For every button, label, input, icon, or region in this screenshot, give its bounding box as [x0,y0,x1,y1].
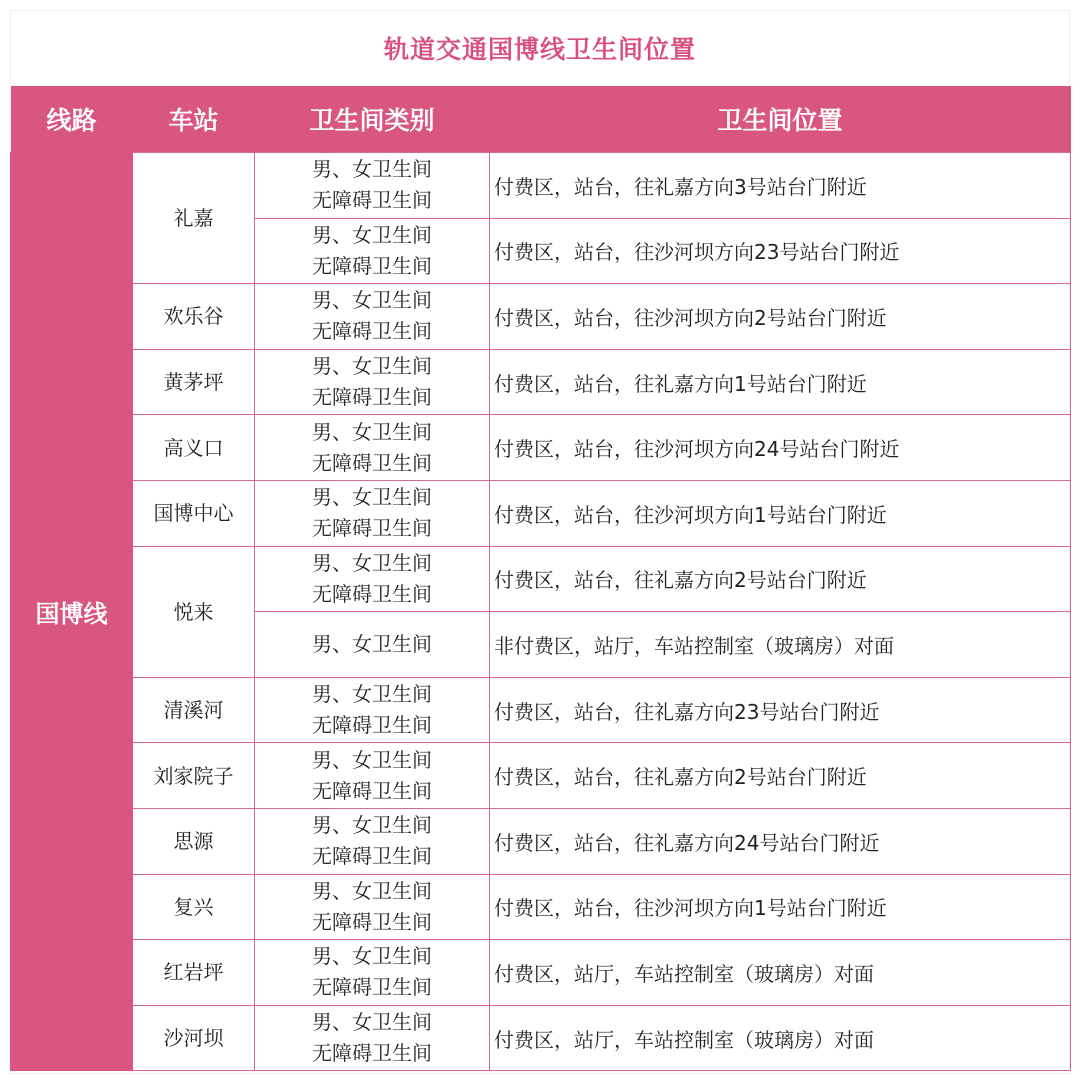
type-line-2: 无障碍卫生间 [312,385,432,410]
table-row [11,415,1071,481]
toilet-location-cell: 付费区，站台，往沙河坝方向1号站台门附近 [490,874,1071,940]
toilet-type-cell [255,612,490,678]
type-line-1: 男、女卫生间 [312,878,432,903]
type-line-2: 无障碍卫生间 [312,581,432,606]
toilet-location-cell: 付费区，站台，往礼嘉方向2号站台门附近 [490,743,1071,809]
table-row [11,677,1071,743]
type-line-2: 无障碍卫生间 [312,844,432,869]
table-row [11,284,1071,350]
toilet-type-cell [255,153,490,219]
header-line: 线路 [11,86,133,153]
table-row [11,1005,1071,1071]
table-header-row [11,86,1071,153]
toilet-location-cell: 付费区，站台，往礼嘉方向3号站台门附近 [490,153,1071,219]
type-line-1: 男、女卫生间 [312,944,432,969]
type-line-2: 无障碍卫生间 [312,516,432,541]
line-name-cell: 国博线 [11,153,133,1071]
type-line-1: 男、女卫生间 [312,747,432,772]
table-row [11,940,1071,1006]
header-toilet-location: 卫生间位置 [490,86,1071,153]
type-line-2: 无障碍卫生间 [312,319,432,344]
type-line-1: 男、女卫生间 [312,288,432,313]
station-cell: 欢乐谷 [133,284,255,350]
type-line-1: 男、女卫生间 [312,354,432,379]
header-toilet-type: 卫生间类别 [255,86,490,153]
station-cell: 红岩坪 [133,940,255,1006]
table-row [11,480,1071,546]
station-cell: 高义口 [133,415,255,481]
type-line-1: 男、女卫生间 [312,813,432,838]
toilet-type-cell [255,546,490,612]
toilet-type-cell [255,218,490,284]
table-row [11,349,1071,415]
toilet-location-cell: 付费区，站台，往沙河坝方向2号站台门附近 [490,284,1071,350]
toilet-type-cell [255,874,490,940]
type-line-2: 无障碍卫生间 [312,188,432,213]
type-line-2: 无障碍卫生间 [312,713,432,738]
toilet-location-cell: 付费区，站台，往礼嘉方向2号站台门附近 [490,546,1071,612]
toilet-location-cell: 付费区，站台，往沙河坝方向1号站台门附近 [490,480,1071,546]
type-line-2: 无障碍卫生间 [312,1041,432,1066]
type-line-2: 无障碍卫生间 [312,975,432,1000]
type-line-1: 男、女卫生间 [312,631,432,656]
type-line-1: 男、女卫生间 [312,157,432,182]
toilet-location-table [10,86,1071,1071]
station-cell: 刘家院子 [133,743,255,809]
toilet-location-cell: 非付费区，站厅，车站控制室（玻璃房）对面 [490,612,1071,678]
type-line-2: 无障碍卫生间 [312,909,432,934]
type-line-1: 男、女卫生间 [312,222,432,247]
station-cell: 清溪河 [133,677,255,743]
toilet-location-cell: 付费区，站厅，车站控制室（玻璃房）对面 [490,1005,1071,1071]
toilet-location-cell: 付费区，站台，往礼嘉方向23号站台门附近 [490,677,1071,743]
toilet-type-cell [255,940,490,1006]
toilet-location-cell: 付费区，站台，往礼嘉方向1号站台门附近 [490,349,1071,415]
toilet-location-cell: 付费区，站厅，车站控制室（玻璃房）对面 [490,940,1071,1006]
table-row [11,153,1071,219]
toilet-type-cell [255,284,490,350]
type-line-1: 男、女卫生间 [312,1010,432,1035]
toilet-type-cell [255,349,490,415]
table-row [11,546,1071,612]
type-line-2: 无障碍卫生间 [312,450,432,475]
station-cell: 悦来 [133,546,255,677]
table-row [11,808,1071,874]
station-cell: 国博中心 [133,480,255,546]
station-cell: 思源 [133,808,255,874]
toilet-type-cell [255,480,490,546]
station-cell: 沙河坝 [133,1005,255,1071]
toilet-location-cell: 付费区，站台，往礼嘉方向24号站台门附近 [490,808,1071,874]
station-cell: 礼嘉 [133,153,255,284]
table-row [11,874,1071,940]
page-title: 轨道交通国博线卫生间位置 [383,35,696,64]
header-station: 车站 [133,86,255,153]
table-row [11,743,1071,809]
toilet-type-cell [255,677,490,743]
type-line-1: 男、女卫生间 [312,485,432,510]
toilet-location-cell: 付费区，站台，往沙河坝方向24号站台门附近 [490,415,1071,481]
toilet-type-cell [255,1005,490,1071]
type-line-1: 男、女卫生间 [312,682,432,707]
type-line-1: 男、女卫生间 [312,419,432,444]
toilet-type-cell [255,808,490,874]
station-cell: 黄茅坪 [133,349,255,415]
type-line-2: 无障碍卫生间 [312,778,432,803]
toilet-type-cell [255,743,490,809]
toilet-type-cell [255,415,490,481]
station-cell: 复兴 [133,874,255,940]
type-line-1: 男、女卫生间 [312,550,432,575]
type-line-2: 无障碍卫生间 [312,253,432,278]
toilet-location-cell: 付费区，站台，往沙河坝方向23号站台门附近 [490,218,1071,284]
